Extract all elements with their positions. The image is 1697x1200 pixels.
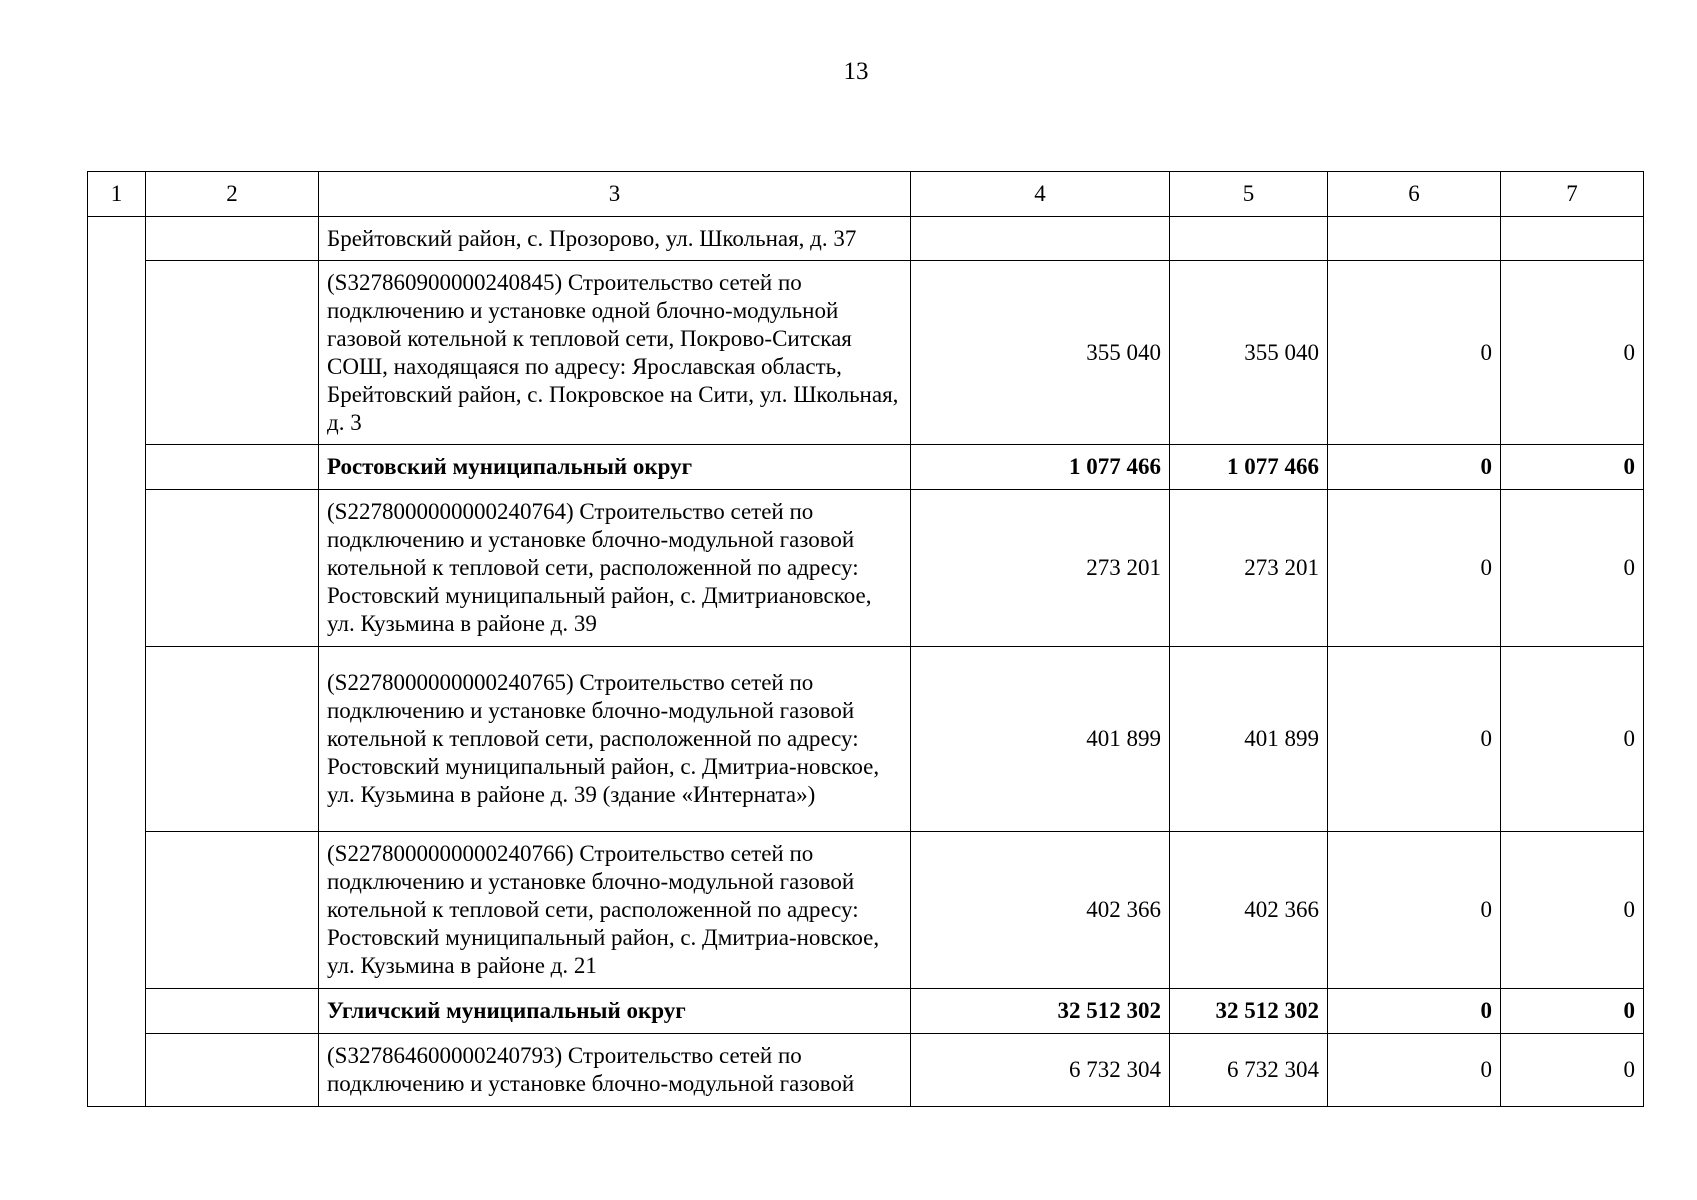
value-col-5: 273 201 — [1170, 490, 1328, 647]
row-description: (S2278000000000240765) Строительство сетей по подключению и установке блочно-модульной газовой котельной к тепловой сети, расположенной по адресу: Ростовский муниципальный район, с. Дмитриа-новское, ул. Кузьмина в районе д. 39 (здание «Интерната») — [319, 647, 911, 832]
column-header-7: 7 — [1501, 172, 1644, 217]
column-header-5: 5 — [1170, 172, 1328, 217]
value-col-6: 0 — [1328, 1034, 1501, 1107]
total-row — [88, 989, 1644, 1034]
table-row — [88, 1034, 1644, 1107]
value-col-6: 0 — [1328, 832, 1501, 989]
column-header-1: 1 — [88, 172, 146, 217]
column-header-3: 3 — [319, 172, 911, 217]
column-header-2: 2 — [146, 172, 319, 217]
value-col-7 — [1501, 217, 1644, 261]
budget-table — [87, 171, 1644, 1107]
page-number: 13 — [843, 58, 869, 85]
column-2-cell — [146, 1034, 319, 1107]
column-1-cell — [88, 217, 146, 1107]
value-col-4: 32 512 302 — [911, 989, 1170, 1034]
value-col-6: 0 — [1328, 445, 1501, 490]
table-row — [88, 647, 1644, 832]
column-2-cell — [146, 832, 319, 989]
value-col-4: 401 899 — [911, 647, 1170, 832]
table-row — [88, 832, 1644, 989]
column-2-cell — [146, 445, 319, 490]
column-2-cell — [146, 989, 319, 1034]
value-col-5: 6 732 304 — [1170, 1034, 1328, 1107]
table-row — [88, 261, 1644, 445]
value-col-5: 402 366 — [1170, 832, 1328, 989]
row-description: (S327860900000240845) Строительство сетей по подключению и установке одной блочно-модульной газовой котельной к тепловой сети, Покрово-Ситская СОШ, находящаяся по адресу: Ярославская область, Брейтовский район, с. Покровское на Сити, ул. Школьная, д. 3 — [319, 261, 911, 445]
value-col-5: 32 512 302 — [1170, 989, 1328, 1034]
column-2-cell — [146, 647, 319, 832]
row-description: Брейтовский район, с. Прозорово, ул. Школьная, д. 37 — [319, 217, 911, 261]
table-row — [88, 217, 1644, 261]
column-2-cell — [146, 261, 319, 445]
value-col-4: 1 077 466 — [911, 445, 1170, 490]
value-col-6: 0 — [1328, 261, 1501, 445]
value-col-6: 0 — [1328, 490, 1501, 647]
table-row — [88, 490, 1644, 647]
district-title: Ростовский муниципальный округ — [319, 445, 911, 490]
column-2-cell — [146, 490, 319, 647]
value-col-7: 0 — [1501, 490, 1644, 647]
value-col-7: 0 — [1501, 989, 1644, 1034]
value-col-6 — [1328, 217, 1501, 261]
value-col-4: 402 366 — [911, 832, 1170, 989]
district-title: Угличский муниципальный округ — [319, 989, 911, 1034]
value-col-5: 401 899 — [1170, 647, 1328, 832]
value-col-4: 6 732 304 — [911, 1034, 1170, 1107]
value-col-6: 0 — [1328, 989, 1501, 1034]
header-row — [88, 172, 1644, 217]
column-header-4: 4 — [911, 172, 1170, 217]
value-col-4: 273 201 — [911, 490, 1170, 647]
total-row — [88, 445, 1644, 490]
row-description: (S327864600000240793) Строительство сетей по подключению и установке блочно-модульной газовой — [319, 1034, 911, 1107]
value-col-7: 0 — [1501, 445, 1644, 490]
column-header-6: 6 — [1328, 172, 1501, 217]
value-col-6: 0 — [1328, 647, 1501, 832]
value-col-7: 0 — [1501, 261, 1644, 445]
value-col-7: 0 — [1501, 647, 1644, 832]
row-description: (S2278000000000240766) Строительство сетей по подключению и установке блочно-модульной газовой котельной к тепловой сети, расположенной по адресу: Ростовский муниципальный район, с. Дмитриа-новское, ул. Кузьмина в районе д. 21 — [319, 832, 911, 989]
column-2-cell — [146, 217, 319, 261]
value-col-7: 0 — [1501, 832, 1644, 989]
value-col-4 — [911, 217, 1170, 261]
value-col-7: 0 — [1501, 1034, 1644, 1107]
value-col-5 — [1170, 217, 1328, 261]
value-col-5: 355 040 — [1170, 261, 1328, 445]
row-description: (S2278000000000240764) Строительство сетей по подключению и установке блочно-модульной газовой котельной к тепловой сети, расположенной по адресу: Ростовский муниципальный район, с. Дмитриановское, ул. Кузьмина в районе д. 39 — [319, 490, 911, 647]
value-col-5: 1 077 466 — [1170, 445, 1328, 490]
value-col-4: 355 040 — [911, 261, 1170, 445]
